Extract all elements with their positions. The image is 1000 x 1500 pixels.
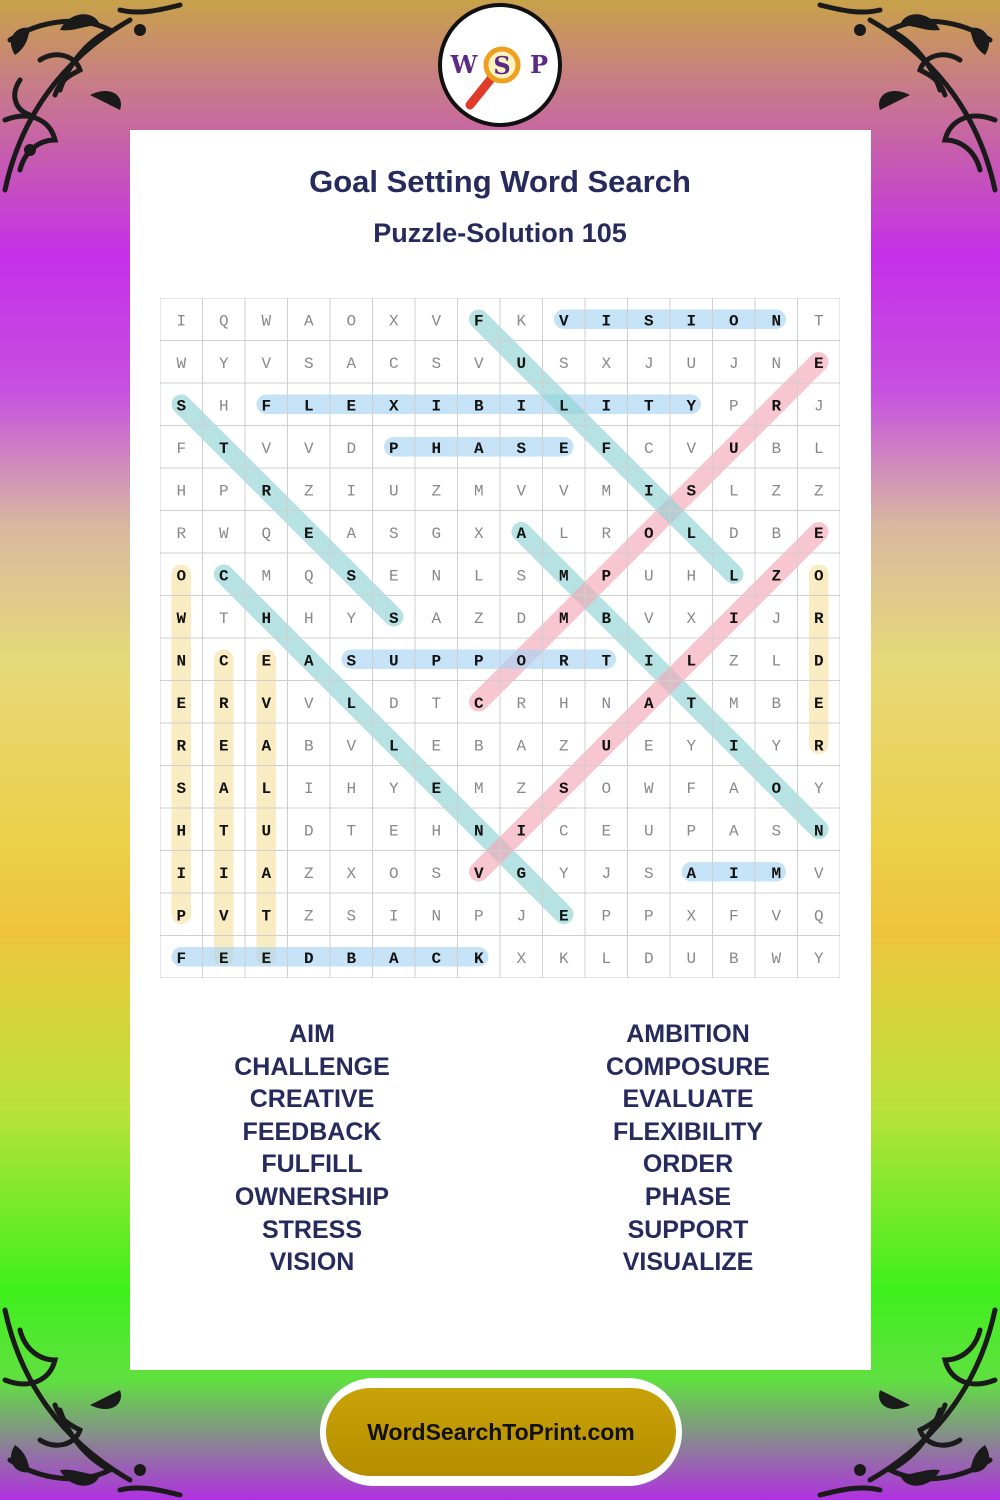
grid-letter: Y bbox=[771, 737, 782, 756]
grid-letter: O bbox=[601, 779, 612, 798]
word-list-item: COMPOSURE bbox=[606, 1052, 770, 1081]
grid-letter: S bbox=[176, 397, 187, 416]
grid-letter: Z bbox=[303, 907, 314, 926]
grid-letter: E bbox=[346, 397, 357, 416]
grid-letter: W bbox=[176, 354, 187, 373]
grid-letter: H bbox=[558, 694, 569, 713]
grid-letter: D bbox=[303, 822, 314, 841]
grid-letter: B bbox=[771, 524, 782, 543]
grid-letter: S bbox=[388, 524, 399, 543]
grid-letter: X bbox=[686, 609, 697, 628]
grid-letter: I bbox=[601, 397, 612, 416]
grid-letter: E bbox=[388, 567, 399, 586]
grid-letter: S bbox=[346, 652, 357, 671]
grid-letter: N bbox=[601, 694, 612, 713]
grid-letter: O bbox=[516, 652, 527, 671]
grid-letter: V bbox=[431, 312, 442, 331]
grid-letter: T bbox=[218, 439, 229, 458]
grid-letter: E bbox=[558, 907, 569, 926]
word-list-item: AIM bbox=[289, 1020, 335, 1048]
grid-letter: V bbox=[346, 737, 357, 756]
grid-letter: V bbox=[813, 864, 824, 883]
grid-letter: E bbox=[643, 737, 654, 756]
grid-letter: T bbox=[686, 694, 697, 713]
grid-letter: V bbox=[473, 354, 484, 373]
grid-letter: S bbox=[643, 864, 654, 883]
grid-letter: C bbox=[558, 822, 569, 841]
page-title: Goal Setting Word Search bbox=[309, 164, 691, 199]
grid-letter: A bbox=[261, 737, 272, 756]
grid-letter: I bbox=[218, 864, 229, 883]
grid-letter: A bbox=[431, 609, 442, 628]
grid-letter: S bbox=[346, 567, 357, 586]
grid-letter: Z bbox=[473, 609, 484, 628]
grid-letter: D bbox=[388, 694, 399, 713]
grid-letter: N bbox=[431, 907, 442, 926]
grid-letter: T bbox=[601, 652, 612, 671]
grid-letter: X bbox=[388, 312, 399, 331]
grid-letter: U bbox=[516, 354, 527, 373]
word-list-item: FEEDBACK bbox=[242, 1117, 382, 1146]
grid-letter: R bbox=[771, 397, 782, 416]
grid-letter: D bbox=[516, 609, 527, 628]
grid-letter: W bbox=[261, 312, 272, 331]
grid-letter: R bbox=[176, 524, 187, 543]
word-list-item: CHALLENGE bbox=[234, 1052, 390, 1081]
grid-letter: R bbox=[813, 737, 824, 756]
grid-letter: L bbox=[473, 567, 484, 586]
grid-letter: H bbox=[176, 822, 187, 841]
grid-letter: L bbox=[558, 397, 569, 416]
word-list-item: CREATIVE bbox=[249, 1085, 375, 1114]
grid-letter: M bbox=[771, 864, 782, 883]
grid-letter: N bbox=[431, 567, 442, 586]
grid-letter: P bbox=[643, 907, 654, 926]
grid-letter: E bbox=[601, 822, 612, 841]
grid-letter: U bbox=[643, 822, 654, 841]
grid-letter: Z bbox=[303, 482, 314, 501]
grid-letter: O bbox=[813, 567, 824, 586]
grid-letter: F bbox=[728, 907, 739, 926]
grid-letter: Z bbox=[516, 779, 527, 798]
word-list-left bbox=[162, 1018, 462, 1279]
grid-letter: S bbox=[686, 482, 697, 501]
grid-letter: Y bbox=[388, 779, 399, 798]
grid-letter: C bbox=[388, 354, 399, 373]
page-subtitle: Puzzle-Solution 105 bbox=[373, 218, 627, 248]
grid-letter: Q bbox=[303, 567, 314, 586]
grid-letter: R bbox=[601, 524, 612, 543]
word-list-item: FULFILL bbox=[261, 1150, 363, 1179]
grid-letter: E bbox=[813, 694, 824, 713]
grid-letter: A bbox=[516, 524, 527, 543]
grid-letter: A bbox=[261, 864, 272, 883]
grid-letter: E bbox=[558, 439, 569, 458]
word-list-item: PHASE bbox=[644, 1182, 732, 1211]
grid-letter: J bbox=[601, 864, 612, 883]
grid-letter: L bbox=[728, 567, 739, 586]
grid-letter: X bbox=[686, 907, 697, 926]
grid-letter: P bbox=[431, 652, 442, 671]
grid-letter: H bbox=[431, 439, 442, 458]
grid-letter: Z bbox=[303, 864, 314, 883]
grid-letter: G bbox=[516, 864, 527, 883]
grid-letter: H bbox=[346, 779, 357, 798]
grid-letter: E bbox=[261, 949, 272, 968]
grid-letter: U bbox=[686, 949, 697, 968]
grid-letter: B bbox=[601, 609, 612, 628]
grid-letter: P bbox=[728, 397, 739, 416]
grid-letter: R bbox=[516, 694, 527, 713]
grid-letter: M bbox=[473, 779, 484, 798]
grid-letter: A bbox=[218, 779, 229, 798]
grid-letter: U bbox=[728, 439, 739, 458]
grid-letter: D bbox=[303, 949, 314, 968]
grid-letter: A bbox=[473, 439, 484, 458]
grid-letter: X bbox=[516, 949, 527, 968]
grid-letter: K bbox=[516, 312, 527, 331]
grid-letter: Y bbox=[558, 864, 569, 883]
grid-letter: A bbox=[686, 864, 697, 883]
grid-letter: A bbox=[346, 354, 357, 373]
grid-letter: L bbox=[558, 524, 569, 543]
grid-letter: Y bbox=[813, 779, 824, 798]
grid-letter: V bbox=[261, 439, 272, 458]
grid-letter: U bbox=[388, 482, 399, 501]
grid-letter: J bbox=[643, 354, 654, 373]
grid-letter: E bbox=[813, 524, 824, 543]
grid-letter: I bbox=[303, 779, 314, 798]
grid-letter: X bbox=[473, 524, 484, 543]
grid-letter: S bbox=[516, 439, 527, 458]
word-list-right bbox=[538, 1018, 838, 1279]
grid-letter: B bbox=[303, 737, 314, 756]
grid-letter: A bbox=[516, 737, 527, 756]
grid-letter: U bbox=[601, 737, 612, 756]
grid-letter: V bbox=[261, 354, 272, 373]
grid-letter: E bbox=[388, 822, 399, 841]
word-list-item: SUPPORT bbox=[627, 1215, 749, 1244]
grid-letter: R bbox=[261, 482, 272, 501]
grid-letter: O bbox=[388, 864, 399, 883]
grid-letter: R bbox=[813, 609, 824, 628]
grid-letter: Q bbox=[218, 312, 229, 331]
logo-letter-w: W bbox=[450, 50, 478, 79]
wsp-logo bbox=[438, 3, 562, 127]
grid-letter: M bbox=[558, 567, 569, 586]
grid-letter: O bbox=[176, 567, 187, 586]
grid-letter: Q bbox=[813, 907, 824, 926]
grid-letter: E bbox=[431, 779, 442, 798]
grid-letter: I bbox=[346, 482, 357, 501]
grid-letter: B bbox=[473, 737, 484, 756]
grid-letter: S bbox=[643, 312, 654, 331]
grid-letter: E bbox=[218, 949, 229, 968]
grid-letter: C bbox=[431, 949, 442, 968]
grid-letter: I bbox=[728, 737, 739, 756]
grid-letter: X bbox=[388, 397, 399, 416]
grid-letter: S bbox=[176, 779, 187, 798]
grid-letter: J bbox=[813, 397, 824, 416]
word-list-item: ORDER bbox=[642, 1150, 734, 1179]
grid-letter: A bbox=[728, 779, 739, 798]
grid-letter: H bbox=[176, 482, 187, 501]
grid-letter: P bbox=[218, 482, 229, 501]
grid-letter: Z bbox=[728, 652, 739, 671]
grid-letter: Z bbox=[771, 482, 782, 501]
grid-letter: V bbox=[558, 482, 569, 501]
grid-letter: I bbox=[728, 609, 739, 628]
grid-letter: T bbox=[346, 822, 357, 841]
grid-letter: V bbox=[473, 864, 484, 883]
footer-site-link[interactable] bbox=[326, 1388, 676, 1476]
grid-letter: I bbox=[643, 652, 654, 671]
grid-letter: N bbox=[771, 354, 782, 373]
grid-letter: D bbox=[728, 524, 739, 543]
grid-letter: L bbox=[388, 737, 399, 756]
grid-letter: S bbox=[303, 354, 314, 373]
word-list-item: FLEXIBILITY bbox=[613, 1117, 763, 1146]
grid-letter: L bbox=[303, 397, 314, 416]
grid-letter: V bbox=[643, 609, 654, 628]
grid-letter: B bbox=[473, 397, 484, 416]
grid-letter: O bbox=[643, 524, 654, 543]
grid-letter: K bbox=[473, 949, 484, 968]
grid-letter: I bbox=[176, 864, 187, 883]
grid-letter: D bbox=[346, 439, 357, 458]
grid-letter: R bbox=[176, 737, 187, 756]
grid-letter: P bbox=[388, 439, 399, 458]
grid-letter: D bbox=[643, 949, 654, 968]
grid-letter: B bbox=[771, 439, 782, 458]
word-list-item: STRESS bbox=[261, 1215, 363, 1244]
grid-letter: T bbox=[261, 907, 272, 926]
grid-letter: X bbox=[346, 864, 357, 883]
grid-letter: V bbox=[686, 439, 697, 458]
grid-letter: A bbox=[388, 949, 399, 968]
grid-letter: T bbox=[813, 312, 824, 331]
grid-letter: C bbox=[643, 439, 654, 458]
grid-letter: L bbox=[601, 949, 612, 968]
grid-letter: Z bbox=[558, 737, 569, 756]
grid-letter: H bbox=[686, 567, 697, 586]
grid-letter: C bbox=[218, 652, 229, 671]
grid-letter: F bbox=[686, 779, 697, 798]
word-list-item: AMBITION bbox=[626, 1020, 750, 1048]
grid-letter: L bbox=[686, 524, 697, 543]
grid-letter: E bbox=[218, 737, 229, 756]
grid-letter: C bbox=[473, 694, 484, 713]
grid-letter: W bbox=[771, 949, 782, 968]
grid-letter: P bbox=[473, 652, 484, 671]
grid-letter: L bbox=[728, 482, 739, 501]
word-search-grid bbox=[160, 298, 840, 978]
grid-letter: N bbox=[813, 822, 824, 841]
grid-letter: K bbox=[558, 949, 569, 968]
grid-letter: S bbox=[346, 907, 357, 926]
grid-letter: S bbox=[558, 779, 569, 798]
word-list-item: OWNERSHIP bbox=[234, 1182, 390, 1211]
grid-letter: O bbox=[346, 312, 357, 331]
grid-letter: N bbox=[473, 822, 484, 841]
grid-letter: L bbox=[813, 439, 824, 458]
grid-letter: Y bbox=[686, 737, 697, 756]
grid-letter: L bbox=[686, 652, 697, 671]
grid-letter: B bbox=[771, 694, 782, 713]
grid-letter: S bbox=[771, 822, 782, 841]
grid-letter: U bbox=[261, 822, 272, 841]
word-list-item: EVALUATE bbox=[622, 1085, 754, 1114]
grid-letter: F bbox=[176, 949, 187, 968]
grid-letter: A bbox=[303, 652, 314, 671]
grid-letter: N bbox=[771, 312, 782, 331]
grid-letter: H bbox=[218, 397, 229, 416]
grid-letter: S bbox=[516, 567, 527, 586]
grid-letter: R bbox=[218, 694, 229, 713]
grid-letter: I bbox=[176, 312, 187, 331]
grid-letter: M bbox=[261, 567, 272, 586]
grid-letter: H bbox=[261, 609, 272, 628]
grid-letter: N bbox=[176, 652, 187, 671]
grid-letter: M bbox=[728, 694, 739, 713]
grid-letter: J bbox=[771, 609, 782, 628]
grid-letter: R bbox=[558, 652, 569, 671]
grid-letter: U bbox=[643, 567, 654, 586]
grid-letter: P bbox=[601, 567, 612, 586]
grid-letter: F bbox=[176, 439, 187, 458]
grid-letter: I bbox=[431, 397, 442, 416]
word-list-item: VISUALIZE bbox=[622, 1248, 754, 1277]
grid-letter: C bbox=[218, 567, 229, 586]
grid-letter: S bbox=[558, 354, 569, 373]
grid-letter: P bbox=[473, 907, 484, 926]
grid-letter: H bbox=[431, 822, 442, 841]
grid-letter: V bbox=[516, 482, 527, 501]
grid-letter: P bbox=[601, 907, 612, 926]
grid-letter: O bbox=[771, 779, 782, 798]
grid-letter: V bbox=[558, 312, 569, 331]
grid-letter: M bbox=[558, 609, 569, 628]
grid-letter: U bbox=[388, 652, 399, 671]
grid-letter: F bbox=[473, 312, 484, 331]
grid-letter: E bbox=[176, 694, 187, 713]
grid-letter: W bbox=[643, 779, 654, 798]
grid-letter: B bbox=[346, 949, 357, 968]
grid-letter: I bbox=[728, 864, 739, 883]
grid-letter: E bbox=[431, 737, 442, 756]
grid-letter: S bbox=[431, 864, 442, 883]
grid-letter: L bbox=[346, 694, 357, 713]
grid-letter: Y bbox=[346, 609, 357, 628]
grid-letter: I bbox=[388, 907, 399, 926]
grid-letter: E bbox=[813, 354, 824, 373]
footer-site-label: WordSearchToPrint.com bbox=[367, 1418, 635, 1445]
grid-letter: V bbox=[218, 907, 229, 926]
grid-letter: T bbox=[431, 694, 442, 713]
grid-letter: J bbox=[516, 907, 527, 926]
word-list-item: VISION bbox=[269, 1248, 355, 1277]
grid-letter: A bbox=[303, 312, 314, 331]
grid-letter: A bbox=[728, 822, 739, 841]
grid-letter: V bbox=[303, 694, 314, 713]
grid-letter: H bbox=[303, 609, 314, 628]
grid-letter: Y bbox=[218, 354, 229, 373]
grid-letter: E bbox=[303, 524, 314, 543]
grid-letter: F bbox=[601, 439, 612, 458]
grid-letter: Z bbox=[771, 567, 782, 586]
grid-letter: I bbox=[516, 822, 527, 841]
grid-letter: Q bbox=[261, 524, 272, 543]
grid-letter: P bbox=[686, 822, 697, 841]
grid-letter: Y bbox=[686, 397, 697, 416]
grid-letter: T bbox=[643, 397, 654, 416]
grid-letter: Z bbox=[431, 482, 442, 501]
grid-letter: V bbox=[303, 439, 314, 458]
grid-letter: E bbox=[261, 652, 272, 671]
grid-letter: I bbox=[686, 312, 697, 331]
grid-letter: B bbox=[728, 949, 739, 968]
grid-letter: U bbox=[686, 354, 697, 373]
grid-letter: I bbox=[601, 312, 612, 331]
grid-letter: I bbox=[643, 482, 654, 501]
grid-letter: L bbox=[261, 779, 272, 798]
grid-letter: A bbox=[643, 694, 654, 713]
grid-letter: G bbox=[431, 524, 442, 543]
grid-letter: A bbox=[346, 524, 357, 543]
grid-letter: P bbox=[176, 907, 187, 926]
grid-letter: X bbox=[601, 354, 612, 373]
grid-letter: O bbox=[728, 312, 739, 331]
grid-letter: J bbox=[728, 354, 739, 373]
grid-letter: M bbox=[601, 482, 612, 501]
grid-letter: S bbox=[388, 609, 399, 628]
grid-letter: W bbox=[218, 524, 229, 543]
grid-letter: V bbox=[261, 694, 272, 713]
grid-letter: L bbox=[771, 652, 782, 671]
grid-letter: W bbox=[176, 609, 187, 628]
grid-letter: I bbox=[516, 397, 527, 416]
grid-letter: M bbox=[473, 482, 484, 501]
grid-letter: Y bbox=[813, 949, 824, 968]
grid-letter: V bbox=[771, 907, 782, 926]
grid-canvas bbox=[160, 298, 840, 978]
grid-letter: T bbox=[218, 609, 229, 628]
grid-letter: Z bbox=[813, 482, 824, 501]
grid-letter: F bbox=[261, 397, 272, 416]
grid-letter: S bbox=[431, 354, 442, 373]
logo-letter-s: S bbox=[493, 51, 511, 80]
logo-letter-p: P bbox=[529, 50, 549, 79]
grid-letter: D bbox=[813, 652, 824, 671]
grid-letter: T bbox=[218, 822, 229, 841]
